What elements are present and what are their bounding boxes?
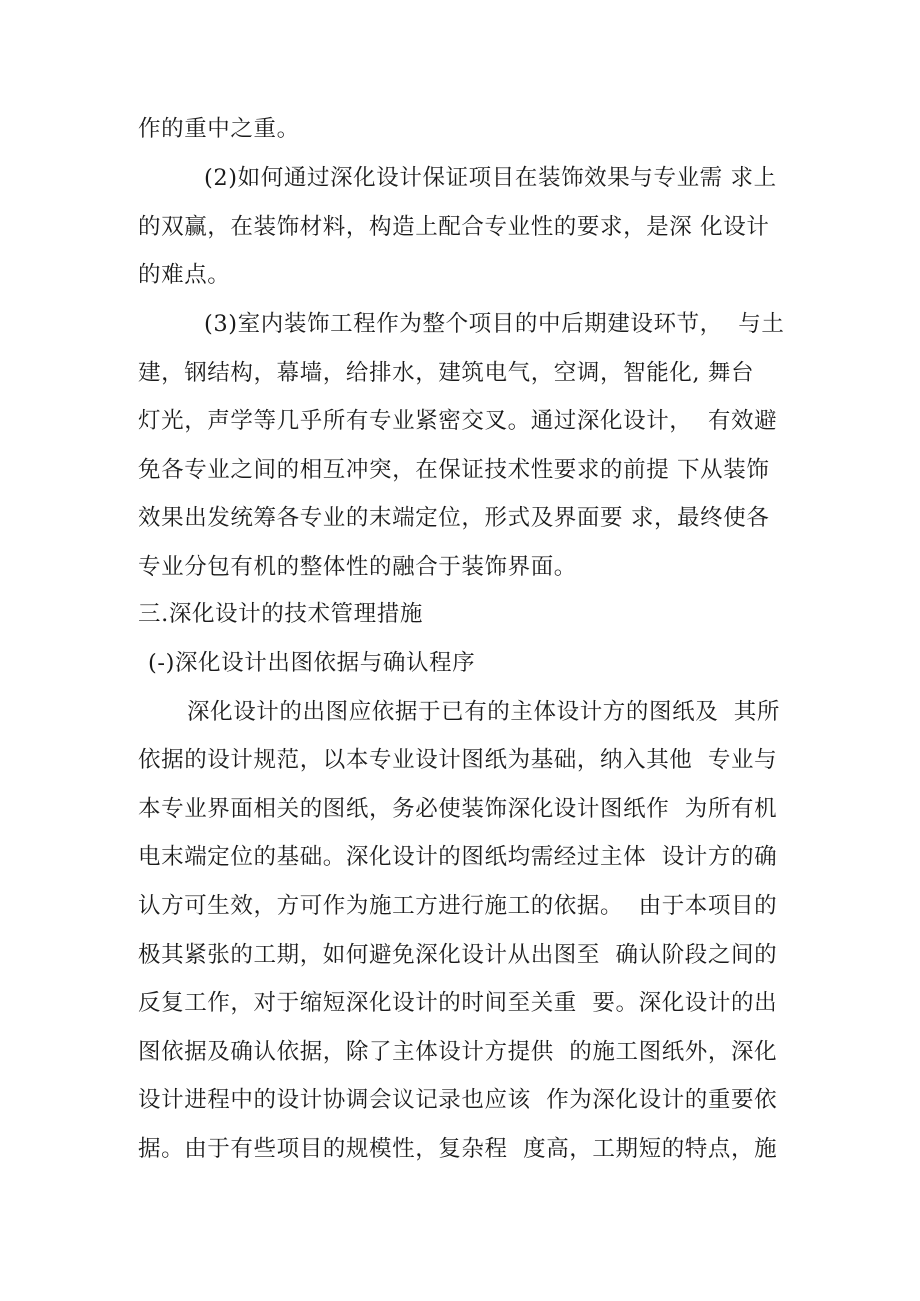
section-heading: 三.深化设计的技术管理措施	[138, 601, 423, 627]
text-line: 效果出发统筹各专业的末端定位，形式及界面要 求，最终使各	[138, 505, 770, 531]
text-line: 专业分包有机的整体性的融合于装饰界面。	[138, 554, 577, 580]
text-line: 认方可生效，方可作为施工方进行施工的依据。 由于本项目的	[138, 893, 778, 919]
text-line: 本专业界面相关的图纸，务必使装饰深化设计图纸作 为所有机	[138, 796, 778, 822]
text-line: 的难点。	[138, 262, 231, 288]
text-line: 反复工作，对于缩短深化设计的时间至关重 要。深化设计的出	[138, 990, 778, 1016]
text-line: (2)如何通过深化设计保证项目在装饰效果与专业需 求上	[204, 165, 777, 191]
text-line: 免各专业之间的相互冲突，在保证技术性要求的前提 下从装饰	[138, 457, 770, 483]
text-line: 设计进程中的设计协调会议记录也应该 作为深化设计的重要依	[138, 1087, 778, 1113]
text-line: 图依据及确认依据，除了主体设计方提供 的施工图纸外，深化	[138, 1039, 778, 1065]
subsection-heading: (-)深化设计出图依据与确认程序	[148, 650, 476, 676]
text-line: 建，钢结构，幕墙，给排水，建筑电气，空调，智能化, 舞台	[138, 360, 755, 386]
text-line: 作的重中之重。	[138, 116, 300, 142]
text-line: 灯光，声学等几乎所有专业紧密交叉。通过深化设计， 有效避	[138, 408, 778, 434]
text-line: 依据的设计规范，以本专业设计图纸为基础，纳入其他 专业与	[138, 747, 778, 773]
text-line: 据。由于有些项目的规模性，复杂程 度高，工期短的特点，施	[138, 1136, 778, 1162]
text-line: 电末端定位的基础。深化设计的图纸均需经过主体 设计方的确	[138, 844, 778, 870]
text-line: (3)室内装饰工程作为整个项目的中后期建设环节， 与土	[204, 311, 785, 337]
text-line: 的双赢，在装饰材料，构造上配合专业性的要求，是深 化设计	[138, 214, 770, 240]
text-line: 深化设计的出图应依据于已有的主体设计方的图纸及 其所	[187, 699, 781, 725]
text-line: 极其紧张的工期，如何避免深化设计从出图至 确认阶段之间的	[138, 942, 778, 968]
